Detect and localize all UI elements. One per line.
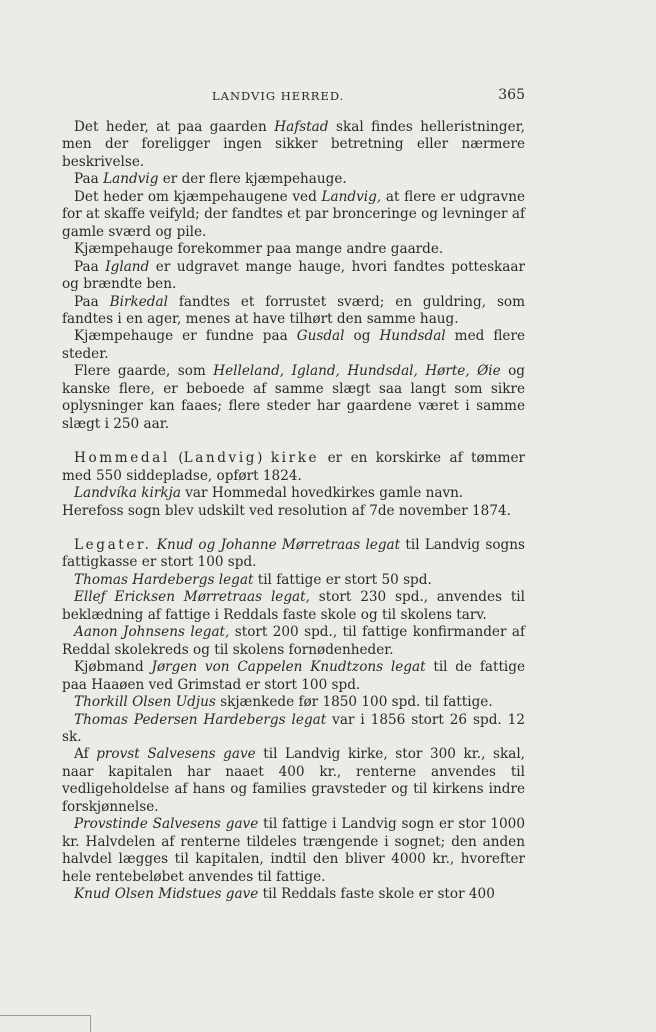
- text-run: at flere er udgravne for at skaffe veifyld; der fandtes et par bronceringe og levninger af gamle sværd og pile.: [62, 188, 525, 240]
- gift-name: Knud Olsen Midstues gave: [74, 886, 259, 903]
- text-run: fandtes et forrustet sværd; en guldring, som fandtes i en ager, menes at have tilhørt den samme haug.: [62, 293, 525, 327]
- running-title: LANDVIG HERRED.: [212, 89, 345, 103]
- gift-name: provst Salvesens gave: [96, 746, 256, 763]
- page-number: 365: [498, 87, 525, 103]
- text-run: Det heder, at paa gaarden: [74, 119, 275, 135]
- text-run: Flere gaarde, som: [74, 363, 214, 380]
- place-name: Igland: [105, 258, 150, 275]
- paragraph: [62, 886, 525, 903]
- section-gap: [62, 520, 525, 537]
- text-run: til Reddals faste skole er stor 400: [258, 886, 495, 903]
- legacy-name: Aanon Johnsens legat,: [74, 624, 230, 641]
- spaced-heading: Hommedal: [74, 450, 170, 467]
- text-run: Paa: [74, 293, 110, 310]
- paragraph: [62, 503, 525, 520]
- paragraph: [62, 119, 525, 171]
- section-gap: [62, 433, 525, 450]
- text-run: var Hommedal hovedkirkes gamle navn.: [180, 485, 464, 502]
- text-run: stort 230 spd., anvendes til beklædning af fattige i Reddals faste skole og til skolens tarv.: [62, 589, 525, 623]
- paragraph: [62, 485, 525, 502]
- paragraph: [62, 294, 525, 329]
- text-run: og kanske flere, er beboede af samme slægt saa langt som sikre oplysninger kan faaes; flere steder har gaardene været i samme slægt i 250 aar.: [62, 363, 525, 432]
- text-run: er en korskirke af tømmer med 550 siddepladse, opført 1824.: [62, 450, 526, 484]
- paragraph: [62, 624, 525, 659]
- legacy-name: Knud og Johanne Mørretraas legat: [156, 536, 401, 553]
- body-text: [62, 119, 525, 903]
- text-run: ): [257, 450, 271, 467]
- text-run: er der flere kjæmpehauge.: [158, 171, 347, 188]
- text-run: Kjæmpehauge forekommer paa mange andre gaarde.: [74, 241, 444, 258]
- place-name: Gusdal: [296, 328, 345, 345]
- text-run: til fattige i Landvig sogn er stor 1000 kr. Halvdelen af renterne tildeles trængende i sognet; den anden halvdel lægges til kapitalen, indtil den bliver 4000 kr., hvorefter hele rentebeløbet anvendes til fattige.: [62, 816, 525, 885]
- paragraph: [62, 816, 525, 886]
- paragraph: [62, 328, 525, 363]
- spaced-heading: Legater.: [74, 536, 152, 553]
- place-name: Hundsdal: [379, 328, 446, 345]
- place-name: Hafstad: [274, 119, 329, 135]
- paragraph: [62, 259, 525, 294]
- paragraph: [62, 746, 525, 816]
- running-header: [60, 89, 525, 107]
- donor-name: Thorkill Olsen Udjus: [74, 694, 216, 711]
- place-name: Landvig: [103, 171, 159, 188]
- text-run: Kjæmpehauge er fundne paa: [74, 328, 297, 345]
- text-run: skal findes helleristninger, men der foreligger ingen sikker betretning eller nærmere beskrivelse.: [62, 119, 525, 170]
- legacy-name: Thomas Pedersen Hardebergs legat: [74, 711, 327, 728]
- text-run: og: [344, 328, 380, 345]
- place-name: Birkedal: [109, 293, 168, 310]
- paragraph: [62, 659, 525, 694]
- scan-corner-mark: [0, 1015, 91, 1032]
- paragraph: [62, 572, 525, 589]
- paragraph: [62, 363, 525, 433]
- legacy-name: Thomas Hardebergs legat: [74, 571, 254, 588]
- text-run: Paa: [74, 258, 106, 275]
- paragraph: [62, 712, 525, 747]
- text-run: Det heder om kjæmpehaugene ved: [74, 188, 322, 205]
- text-run: skjænkede før 1850 100 spd. til fattige.: [215, 694, 493, 711]
- paragraph: [62, 694, 525, 711]
- place-name: Landvig,: [321, 188, 382, 205]
- text-run: med flere steder.: [62, 328, 525, 362]
- text-run: til Landvig kirke, stor 300 kr., skal, naar kapitalen har naaet 400 kr., renterne anvendes til vedligeholdelse af hans og families gravsteder og til kirkens indre forskjønnelse.: [62, 746, 525, 815]
- text-run: til fattige er stort 50 spd.: [253, 571, 432, 588]
- text-run: Paa: [74, 171, 104, 188]
- text-run: stort 200 spd., til fattige konfirmander af Reddal skolekreds og til skolens fornødenheder.: [62, 624, 526, 658]
- text-run: er udgravet mange hauge, hvori fandtes potteskaar og brændte ben.: [62, 258, 525, 293]
- paragraph: [62, 537, 525, 572]
- gift-name: Provstinde Salvesens gave: [74, 816, 259, 833]
- text-run: Af: [74, 746, 97, 763]
- text-run: (: [169, 450, 184, 467]
- spaced-heading: Landvig: [183, 450, 258, 467]
- legacy-name: Jørgen von Cappelen Knudtzons legat: [151, 659, 426, 676]
- legacy-name: Elleƒ Ericksen Mørretraas legat,: [74, 589, 310, 606]
- paragraph: [62, 189, 525, 241]
- text-run: Herefoss sogn blev udskilt ved resolution af 7de november 1874.: [62, 502, 511, 519]
- text-run: var i 1856 stort 26 spd. 12 sk.: [62, 711, 525, 745]
- text-run: Kjøbmand: [74, 659, 152, 676]
- old-name: Landvíka kirkja: [74, 485, 181, 502]
- text-run: til de fattige paa Haaøen ved Grimstad er stort 100 spd.: [62, 659, 525, 693]
- place-names: Helleland, Igland, Hundsdal, Hørte, Øie: [213, 363, 501, 380]
- paragraph: [62, 589, 525, 624]
- paragraph: [62, 450, 525, 485]
- text-run: til Landvig sogns fattigkasse er stort 100 spd.: [62, 536, 525, 571]
- paragraph: [62, 241, 525, 258]
- paragraph: [62, 171, 525, 188]
- spaced-heading: kirke: [270, 450, 320, 467]
